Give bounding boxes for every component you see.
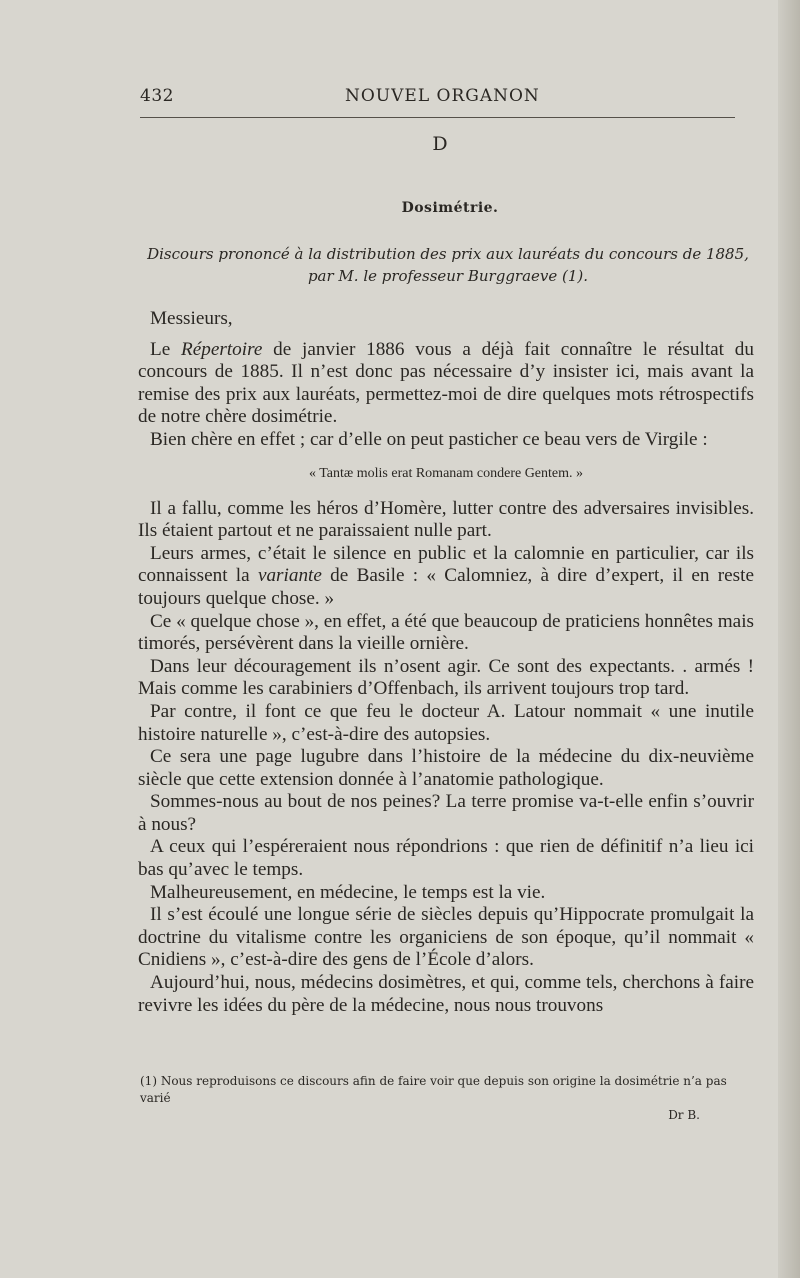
footnote-signature: Dr B. — [668, 1108, 700, 1122]
italic-title: Répertoire — [181, 338, 263, 360]
text-run: Leurs armes, c’était le silence en public et la calomnie en particulier, car ils connaissent la — [138, 542, 754, 587]
italic-word: variante — [257, 565, 322, 587]
paragraph: Malheureusement, en médecine, le temps est la vie. — [150, 881, 546, 903]
paragraph: Il a fallu, comme les héros d’Homère, lutter contre des adversaires invisibles. Ils étaient partout et ne paraissaient nulle part. — [138, 497, 754, 542]
page-number: 432 — [140, 86, 174, 106]
text-run: de janvier 1886 vous a déjà fait connaître le résultat du concours de 1885. Il n’est donc pas nécessaire d’y insister ici, mais avant la remise des prix aux lauréats, permettez-moi de dire quelques mots rétrospectifs de notre chère dosimétrie. — [138, 338, 754, 428]
paragraph: Sommes-nous au bout de nos peines? La terre promise va-t-elle enfin s’ouvrir à nous? — [138, 791, 754, 835]
header-rule — [140, 117, 735, 118]
paragraph: Par contre, il font ce que feu le docteur A. Latour nommait « une inutile histoire naturelle », c’est-à-dire des autopsies. — [138, 700, 754, 745]
body-text — [138, 308, 754, 1017]
running-title: NOUVEL ORGANON — [345, 86, 540, 106]
page-edge — [778, 0, 800, 1278]
paragraph: Ce « quelque chose », en effet, a été que beaucoup de praticiens honnêtes mais timorés, persévèrent dans la vieille ornière. — [138, 610, 754, 655]
paragraph: Dans leur découragement ils n’osent agir. Ce sont des expectants. . armés ! Mais comme les carabiniers d’Offenbach, ils arrivent toujours trop tard. — [138, 655, 754, 700]
latin-quote: « Tantæ molis erat Romanam condere Gentem. » — [308, 465, 584, 481]
section-title: Dosimétrie. — [401, 200, 499, 216]
footnote — [140, 1073, 740, 1124]
salutation: Messieurs, — [150, 308, 233, 329]
paragraph — [138, 339, 754, 429]
paragraph: Aujourd’hui, nous, médecins dosimètres, et qui, comme tels, cherchons à faire revivre les idées du père de la médecine, nous nous trouvons — [138, 972, 754, 1016]
paragraph: Il s’est écoulé une longue série de siècles depuis qu’Hippocrate promulgait la doctrine du vitalisme contre les organiciens de son époque, qu’il nommait « Cnidiens », c’est-à-dire des gens de l’École d’alors. — [138, 904, 754, 971]
section-subtitle: Discours prononcé à la distribution des prix aux lauréats du concours de 1885, par M. le professeur Burggraeve (1). — [147, 245, 749, 285]
paragraph: A ceux qui l’espéreraient nous répondrions : que rien de définitif n’a lieu ici bas qu’avec le temps. — [138, 836, 754, 881]
section-letter: D — [432, 133, 448, 155]
paragraph — [138, 543, 754, 611]
paragraph: Ce sera une page lugubre dans l’histoire de la médecine du dix-neuvième siècle que cette extension donnée à l’anatomie pathologique. — [138, 746, 754, 790]
paragraph: Bien chère en effet ; car d’elle on peut pasticher ce beau vers de Virgile : — [150, 428, 708, 450]
text-run: Le — [150, 338, 182, 360]
footnote-text: (1) Nous reproduisons ce discours afin de faire voir que depuis son origine la dosimétrie n’a pas varié — [140, 1074, 727, 1105]
text-run: de Basile : « Calomniez, à dire d’expert, il en reste toujours quelque chose. » — [138, 565, 754, 609]
